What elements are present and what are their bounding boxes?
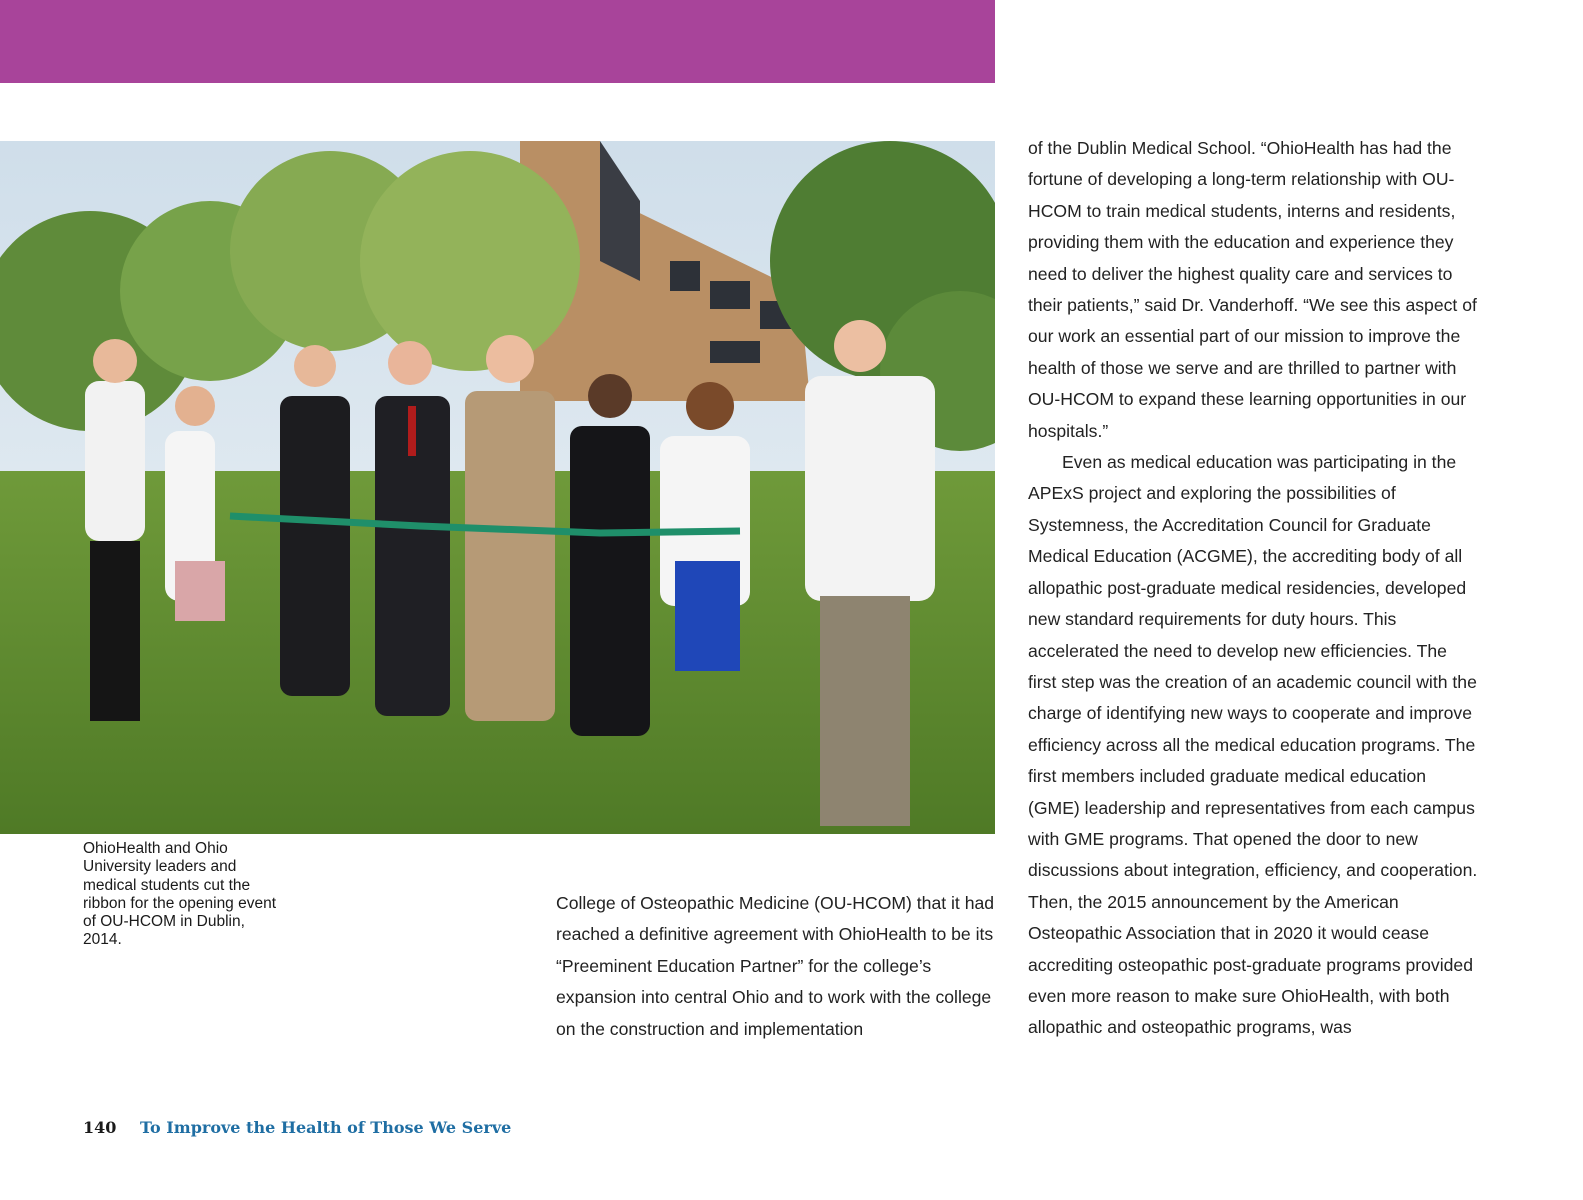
header-color-band	[0, 0, 995, 83]
paragraph: of the Dublin Medical School. “OhioHealth has had the fortune of developing a long-term relationship with OU-HCOM to train medical students, interns and residents, providing them with the education and experience they need to deliver the highest quality care and services to their patients,” said Dr. Vanderhoff. “We see this aspect of our work an essential part of our mission to improve the health of those we serve and are thrilled to partner with OU-HCOM to expand these learning opportunities in our hospitals.”	[1028, 138, 1477, 441]
body-text-right-column	[1028, 133, 1480, 1044]
page-footer	[83, 1118, 511, 1137]
body-text-middle-column	[556, 888, 996, 1045]
ribbon-cutting-photo	[0, 141, 995, 834]
paragraph: College of Osteopathic Medicine (OU-HCOM) that it had reached a definitive agreement with OhioHealth to be its “Preeminent Education Partner” for the college’s expansion into central Ohio and to work with the college on the construction and implementation	[556, 893, 995, 1039]
photo-caption: OhioHealth and Ohio University leaders and medical students cut the ribbon for the opening event of OU-HCOM in Dublin, 2014.	[83, 840, 277, 949]
page-number: 140	[83, 1118, 117, 1137]
paragraph: Even as medical education was participating in the APExS project and exploring the possibilities of Systemness, the Accreditation Council for Graduate Medical Education (ACGME), the accrediting body of all allopathic post-graduate medical residencies, developed new standard requirements for duty hours. This accelerated the need to develop new efficiencies. The first step was the creation of an academic council with the charge of identifying new ways to cooperate and improve efficiency across all the medical education programs. The first members included graduate medical education (GME) leadership and representatives from each campus with GME programs. That opened the door to new discussions about integration, efficiency, and cooperation. Then, the 2015 announcement by the American Osteopathic Association that in 2020 it would cease accrediting osteopathic post-graduate programs provided even more reason to make sure OhioHealth, with both allopathic and osteopathic programs, was	[1028, 452, 1478, 1038]
running-title: To Improve the Health of Those We Serve	[139, 1118, 512, 1137]
